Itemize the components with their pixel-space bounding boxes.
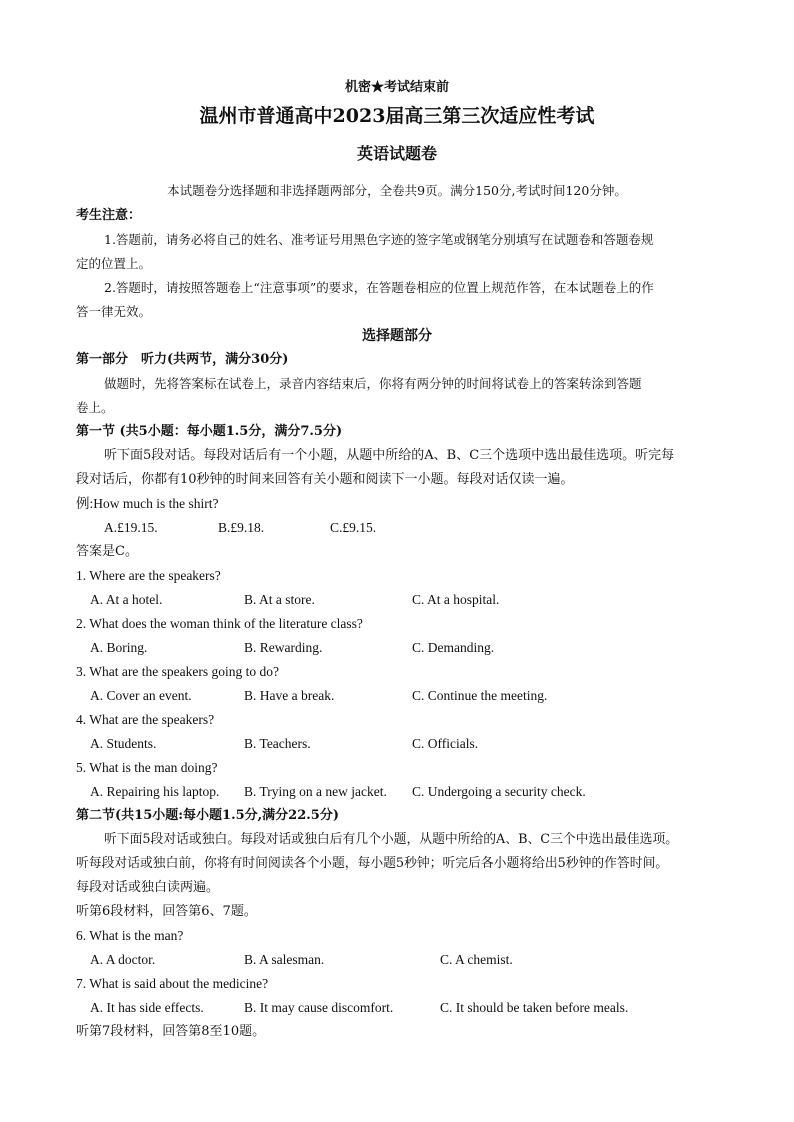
question-7: 7. What is said about the medicine? <box>76 976 269 991</box>
example-option-b: B.£9.18. <box>218 520 265 535</box>
question-3-option-b: B. Have a break. <box>244 688 335 703</box>
question-3-option-a: A. Cover an event. <box>90 688 192 703</box>
question-6-option-b: B. A salesman. <box>244 952 325 967</box>
notice-heading: 考生注意： <box>76 208 142 223</box>
part1-heading: 第一部分 听力(共两节，满分30分) <box>76 352 289 367</box>
example-answer: 答案是C。 <box>76 544 138 559</box>
exam-intro: 本试题卷分选择题和非选择题两部分，全卷共9页。满分150分,考试时间120分钟。 <box>167 183 627 198</box>
section1-instruction-line1: 听下面5段对话。每段对话后有一个小题，从题中所给的A、B、C三个选项中选出最佳选项。听完每 <box>104 448 675 463</box>
question-1-option-a: A. At a hotel. <box>90 592 163 607</box>
section1-heading: 第一节 (共5小题：每小题1.5分，满分7.5分) <box>76 424 343 439</box>
question-4-option-c: C. Officials. <box>412 736 479 751</box>
section1-instruction-line2: 段对话后，你都有10秒钟的时间来回答有关小题和阅读下一小题。每段对话仅读一遍。 <box>76 472 574 487</box>
notice-item1-line2: 定的位置上。 <box>76 256 152 271</box>
section2-instruction-line1: 听下面5段对话或独白。每段对话或独白后有几个小题，从题中所给的A、B、C三个中选出最佳选项。 <box>104 832 679 847</box>
question-5-option-b: B. Trying on a new jacket. <box>244 784 387 799</box>
question-3-option-c: C. Continue the meeting. <box>412 688 548 703</box>
listen-material-7: 听第7段材料，回答第8至10题。 <box>76 1024 266 1039</box>
part1-instruction-line2: 卷上。 <box>76 400 114 415</box>
question-3: 3. What are the speakers going to do? <box>76 664 279 679</box>
question-7-option-c: C. It should be taken before meals. <box>440 1000 629 1015</box>
question-5-option-a: A. Repairing his laptop. <box>90 784 220 799</box>
question-1: 1. Where are the speakers? <box>76 568 221 583</box>
question-1-option-b: B. At a store. <box>244 592 315 607</box>
example-question: 例:How much is the shirt? <box>76 496 219 511</box>
question-7-option-b: B. It may cause discomfort. <box>244 1000 394 1015</box>
part1-instruction-line1: 做题时，先将答案标在试卷上，录音内容结束后，你将有两分钟的时间将试卷上的答案转涂到答题 <box>104 376 642 391</box>
question-2-option-b: B. Rewarding. <box>244 640 323 655</box>
confidential-label: 机密★考试结束前 <box>344 80 449 95</box>
question-2: 2. What does the woman think of the literature class? <box>76 616 363 631</box>
exam-subtitle: 英语试题卷 <box>356 144 437 163</box>
section-title: 选择题部分 <box>362 328 432 344</box>
question-4-option-b: B. Teachers. <box>244 736 311 751</box>
notice-item2-line1: 2.答题时，请按照答题卷上“注意事项”的要求，在答题卷相应的位置上规范作答，在本试题卷上的作 <box>104 280 654 295</box>
question-6-option-a: A. A doctor. <box>90 952 156 967</box>
section2-heading: 第二节(共15小题:每小题1.5分,满分22.5分) <box>76 808 339 823</box>
example-option-a: A.£19.15. <box>104 520 158 535</box>
question-4-option-a: A. Students. <box>90 736 157 751</box>
section2-instruction-line3: 每段对话或独白读两遍。 <box>76 880 220 895</box>
question-2-option-c: C. Demanding. <box>412 640 495 655</box>
question-4: 4. What are the speakers? <box>76 712 215 727</box>
question-6-option-c: C. A chemist. <box>440 952 513 967</box>
notice-item2-line2: 答一律无效。 <box>76 304 152 319</box>
question-7-option-a: A. It has side effects. <box>90 1000 204 1015</box>
section2-instruction-line2: 听每段对话或独白前，你将有时间阅读各个小题，每小题5秒钟；听完后各小题将给出5秒钟的作答时间。 <box>76 856 669 871</box>
example-option-c: C.£9.15. <box>330 520 377 535</box>
question-2-option-a: A. Boring. <box>90 640 148 655</box>
question-5: 5. What is the man doing? <box>76 760 218 775</box>
question-1-option-c: C. At a hospital. <box>412 592 500 607</box>
exam-title: 温州市普通高中2023届高三第三次适应性考试 <box>199 105 595 127</box>
question-6: 6. What is the man? <box>76 928 184 943</box>
question-5-option-c: C. Undergoing a security check. <box>412 784 586 799</box>
listen-material-6: 听第6段材料，回答第6、7题。 <box>76 904 257 919</box>
notice-item1-line1: 1.答题前，请务必将自己的姓名、准考证号用黑色字迹的签字笔或钢笔分别填写在试题卷和答题卷规 <box>104 232 654 247</box>
